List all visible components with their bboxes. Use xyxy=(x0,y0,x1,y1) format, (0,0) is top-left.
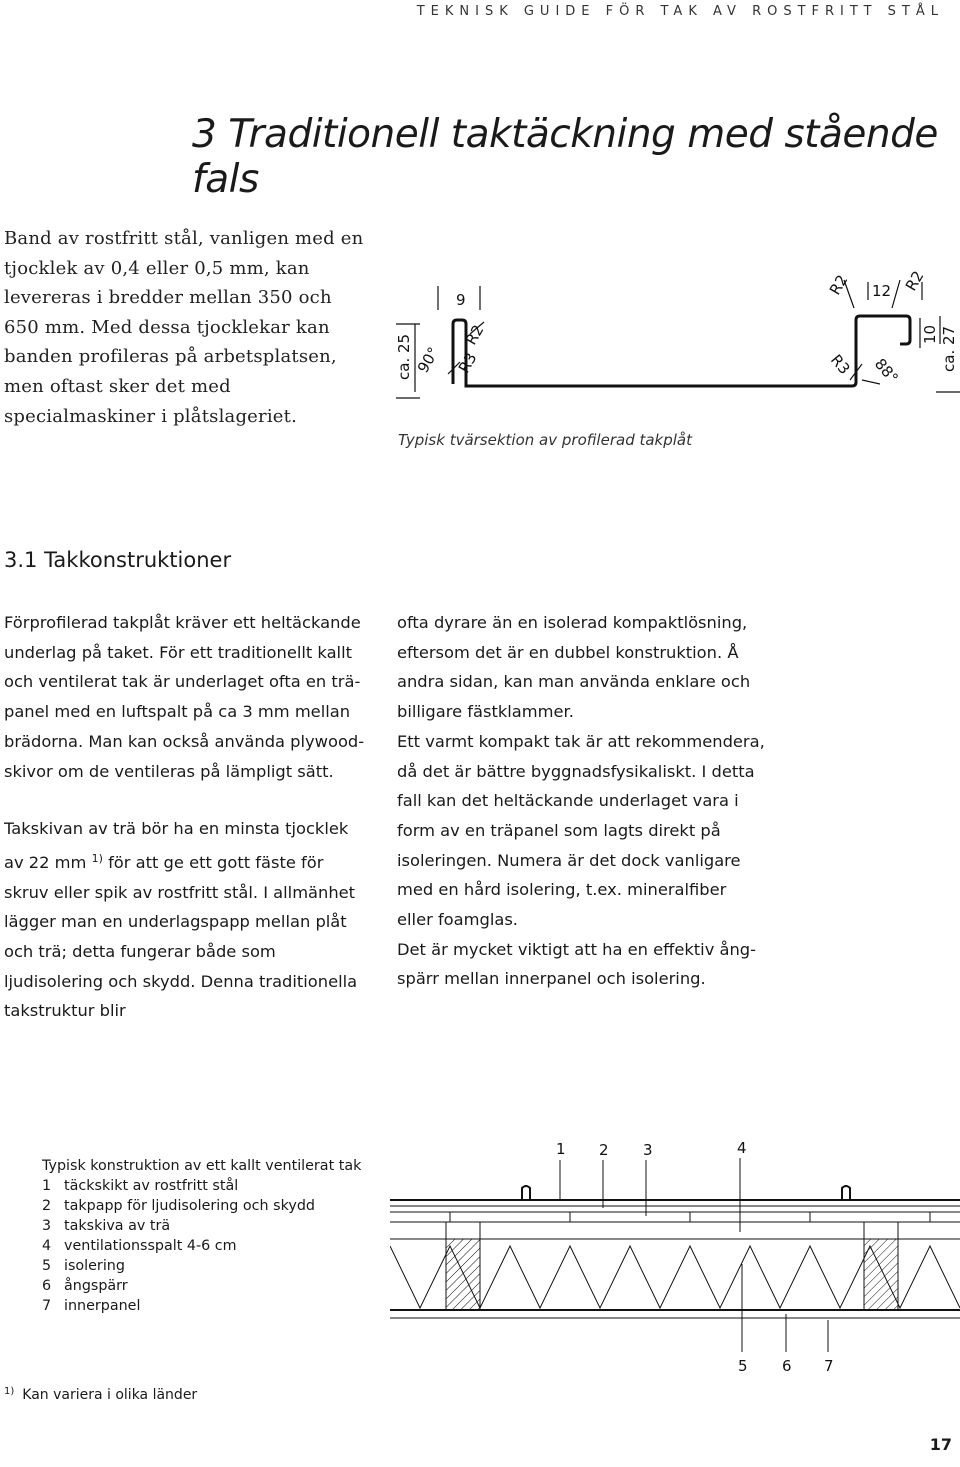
profile-cross-section-diagram xyxy=(380,262,960,412)
page-number: 17 xyxy=(929,1435,952,1454)
callout-1: 1 xyxy=(556,1140,566,1158)
dim-radius-left-inner: R3 xyxy=(454,349,481,376)
dim-radius-right-top-left: R2 xyxy=(825,271,852,298)
right-paragraph-2: Ett varmt kompakt tak är att rekommendera, då det är bättre byggnadsfysikaliskt. I detta fall kan det heltäckande underlaget vara i form av en träpanel som lagts direkt på isoleringen. Numera är det dock vanligare med en hård isolering, t.ex. mineralfiber eller foamglas. xyxy=(397,731,765,930)
construction-legend xyxy=(42,1156,361,1316)
legend-item: 3 takskiva av trä xyxy=(42,1218,171,1234)
callout-3: 3 xyxy=(643,1141,653,1159)
right-column xyxy=(397,608,767,994)
legend-item: 7 innerpanel xyxy=(42,1298,141,1314)
profile-diagram-caption: Typisk tvärsektion av profilerad takplåt xyxy=(398,431,693,449)
footnote xyxy=(4,1386,197,1403)
legend-item: 5 isolering xyxy=(42,1258,125,1274)
legend-item: 6 ångspärr xyxy=(42,1278,128,1294)
right-paragraph-1: ofta dyrare än en isolerad kompaktlösning, eftersom det är en dubbel konstruktion. Å andra sidan, kan man använda enklare och billigare fästklammer. xyxy=(397,613,751,722)
dim-radius-left-outer: R2 xyxy=(461,321,488,348)
left-paragraph-2-end: för att ge ett gott fäste för skruv eller spik av rostfritt stål. I allmänhet lägger man en underlagspapp mellan plåt och trä; detta fungerar både som ljudisolering och skydd. Denna traditionella takstruktur blir xyxy=(4,852,358,1021)
dim-radius-right-inner: R3 xyxy=(826,351,854,378)
section-heading: 3.1 Takkonstruktioner xyxy=(4,548,232,572)
running-header: TEKNISK GUIDE FÖR TAK AV ROSTFRITT STÅL xyxy=(416,4,944,19)
dim-radius-right-top-right: R2 xyxy=(901,267,928,294)
dim-angle-right: 88° xyxy=(870,355,902,387)
footnote-ref: 1) xyxy=(91,851,103,865)
legend-item: 1 täckskikt av rostfritt stål xyxy=(42,1178,239,1194)
dim-height-left: ca. 25 xyxy=(395,333,413,380)
callout-2: 2 xyxy=(599,1141,609,1159)
dim-width-top: 9 xyxy=(456,291,466,309)
callout-4: 4 xyxy=(737,1139,747,1157)
dim-height-right-inner: 10 xyxy=(921,324,939,344)
footnote-mark: 1) xyxy=(4,1386,15,1397)
dim-width-right: 12 xyxy=(872,282,892,300)
callout-5: 5 xyxy=(738,1357,748,1375)
footnote-text: Kan variera i olika länder xyxy=(22,1387,198,1403)
intro-paragraph: Band av rostfritt stål, vanligen med en tjocklek av 0,4 eller 0,5 mm, kan levereras i bredder mellan 350 och 650 mm. Med dessa tjocklekar kan banden profileras på arbetsplatsen, men oftast sker det med specialmaskiner i plåtslageriet. xyxy=(4,228,364,427)
left-paragraph-2-start: Takskivan av trä bör ha en minsta tjocklek av 22 mm xyxy=(4,819,349,872)
legend-title: Typisk konstruktion av ett kallt ventilerat tak xyxy=(42,1158,362,1174)
callout-6: 6 xyxy=(782,1357,792,1375)
right-paragraph-3: Det är mycket viktigt att ha en effektiv ång-spärr mellan innerpanel och isolering. xyxy=(397,939,757,989)
legend-item: 4 ventilationsspalt 4-6 cm xyxy=(42,1238,237,1254)
dim-height-right: ca. 27 xyxy=(940,325,958,372)
left-paragraph-1: Förprofilerad takplåt kräver ett heltäckande underlag på taket. För ett traditionellt kallt och ventilerat tak är underlaget ofta en trä-panel med en luftspalt på ca 3 mm mellan brädorna. Man kan också använda plywood-skivor om de ventileras på lämpligt sätt. xyxy=(4,613,365,781)
construction-cross-section-diagram xyxy=(390,1134,960,1380)
chapter-title: 3 Traditionell taktäckning med stående fals xyxy=(192,112,938,202)
left-column xyxy=(4,608,368,1026)
callout-7: 7 xyxy=(824,1357,834,1375)
legend-item: 2 takpapp för ljudisolering och skydd xyxy=(42,1198,315,1214)
left-paragraph-2 xyxy=(4,814,368,1026)
dim-angle-left: 90° xyxy=(413,343,443,376)
